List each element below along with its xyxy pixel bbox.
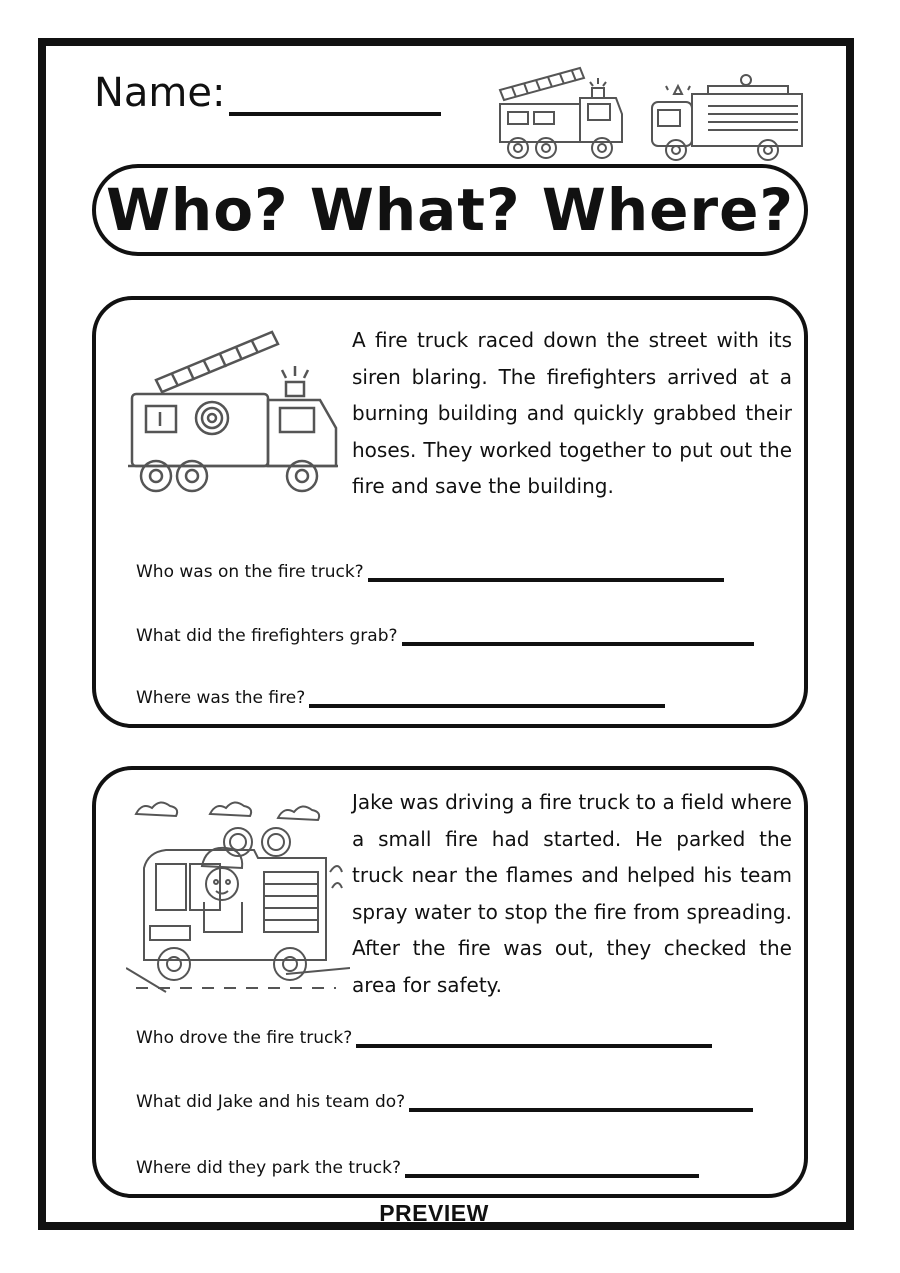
fire-truck-ladder-icon — [494, 64, 630, 162]
story-text-1: A fire truck raced down the street with its siren blaring. The firefighters arrived at a burning building and quickly grabbed their hoses. They worked together to put out the fire and save the building. — [352, 328, 792, 498]
answer-line[interactable] — [356, 1030, 712, 1048]
fire-truck-ladder-icon — [120, 330, 342, 500]
firefighter-driving-truck-icon — [126, 792, 350, 1002]
question-label: Where was the fire? — [136, 688, 306, 708]
question-row[interactable] — [136, 1158, 699, 1178]
title-banner — [92, 164, 808, 256]
answer-line[interactable] — [402, 628, 754, 646]
fire-truck-siren-icon — [648, 72, 812, 162]
question-row[interactable] — [136, 1028, 712, 1048]
answer-line[interactable] — [409, 1094, 753, 1112]
answer-line[interactable] — [368, 564, 724, 582]
name-field[interactable] — [94, 70, 441, 116]
name-label: Name: — [94, 70, 226, 116]
story-card-2 — [92, 766, 808, 1198]
question-row[interactable] — [136, 688, 665, 708]
preview-label: PREVIEW — [379, 1200, 489, 1226]
answer-line[interactable] — [309, 690, 665, 708]
question-row[interactable] — [136, 626, 754, 646]
question-row[interactable] — [136, 562, 724, 582]
question-label: Where did they park the truck? — [136, 1158, 401, 1178]
question-label: What did the firefighters grab? — [136, 626, 398, 646]
question-label: What did Jake and his team do? — [136, 1092, 406, 1112]
question-label: Who was on the fire truck? — [136, 562, 364, 582]
question-label: Who drove the fire truck? — [136, 1028, 353, 1048]
name-answer-line[interactable] — [229, 80, 441, 116]
story-text-2: Jake was driving a fire truck to a field where a small fire had started. He parked the truck near the flames and helped his team spray water to stop the fire from spreading. After the fire was out, they checked the area for safety. — [352, 790, 792, 997]
page-title: Who? What? Where? — [105, 176, 795, 244]
story-card-1 — [92, 296, 808, 728]
answer-line[interactable] — [405, 1160, 699, 1178]
question-row[interactable] — [136, 1092, 753, 1112]
